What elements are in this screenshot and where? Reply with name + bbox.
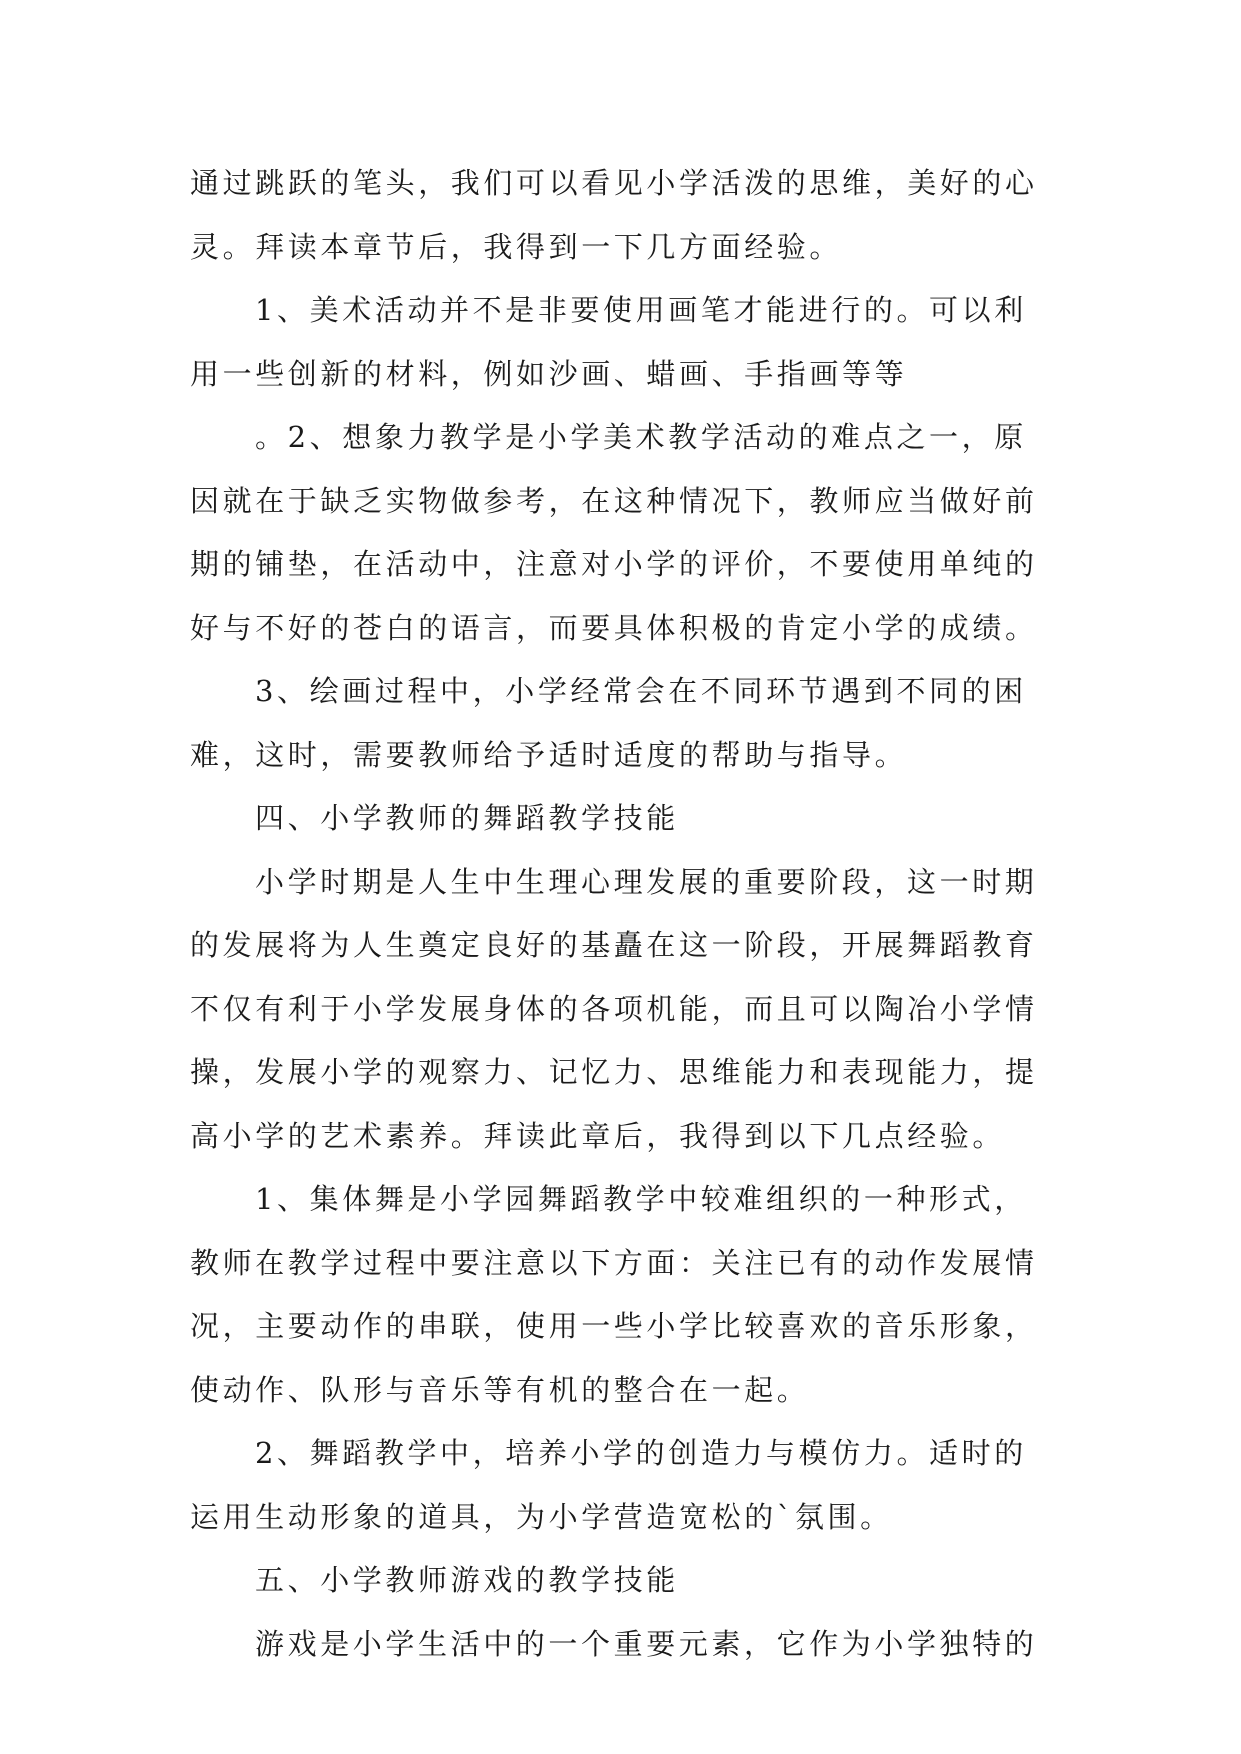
text-line: 期的铺垫，在活动中，注意对小学的评价，不要使用单纯的 — [190, 547, 1038, 581]
text-line: 运用生动形象的道具，为小学营造宽松的`氛围。 — [190, 1499, 893, 1534]
text-line: 用一些创新的材料，例如沙画、蜡画、手指画等等 — [190, 356, 908, 391]
text-line: 灵。拜读本章节后，我得到一下几方面经验。 — [190, 229, 843, 264]
text-line: 小学时期是人生中生理心理发展的重要阶段，这一时期 — [255, 864, 1038, 899]
section-heading: 四、小学教师的舞蹈教学技能 — [255, 801, 679, 835]
text-line: 使动作、队形与音乐等有机的整合在一起。 — [190, 1372, 810, 1407]
text-line: 2、舞蹈教学中，培养小学的创造力与模仿力。适时的 — [255, 1436, 1027, 1470]
section-heading: 五、小学教师游戏的教学技能 — [255, 1563, 679, 1597]
text-line: 好与不好的苍白的语言，而要具体积极的肯定小学的成绩。 — [190, 610, 1038, 645]
text-line: 教师在教学过程中要注意以下方面：关注已有的动作发展情 — [190, 1245, 1038, 1280]
text-line: 因就在于缺乏实物做参考，在这种情况下，教师应当做好前 — [190, 483, 1038, 518]
text-line: 不仅有利于小学发展身体的各项机能，而且可以陶冶小学情 — [190, 991, 1038, 1026]
text-line: 1、集体舞是小学园舞蹈教学中较难组织的一种形式， — [255, 1182, 1027, 1216]
text-line: 难，这时，需要教师给予适时适度的帮助与指导。 — [190, 737, 908, 772]
text-line: 1、美术活动并不是非要使用画笔才能进行的。可以利 — [255, 293, 1027, 327]
text-line: 3、绘画过程中，小学经常会在不同环节遇到不同的困 — [255, 674, 1027, 708]
text-line: 。2、想象力教学是小学美术教学活动的难点之一，原 — [255, 420, 1027, 454]
text-line: 况，主要动作的串联，使用一些小学比较喜欢的音乐形象， — [190, 1309, 1038, 1343]
text-line: 操，发展小学的观察力、记忆力、思维能力和表现能力，提 — [190, 1055, 1038, 1089]
text-line: 游戏是小学生活中的一个重要元素，它作为小学独特的 — [255, 1626, 1038, 1661]
text-line: 的发展将为人生奠定良好的基矗在这一阶段，开展舞蹈教育 — [190, 928, 1038, 962]
document-body — [190, 152, 1080, 1676]
text-line: 通过跳跃的笔头，我们可以看见小学活泼的思维，美好的心 — [190, 166, 1038, 200]
text-line: 高小学的艺术素养。拜读此章后，我得到以下几点经验。 — [190, 1118, 1006, 1153]
